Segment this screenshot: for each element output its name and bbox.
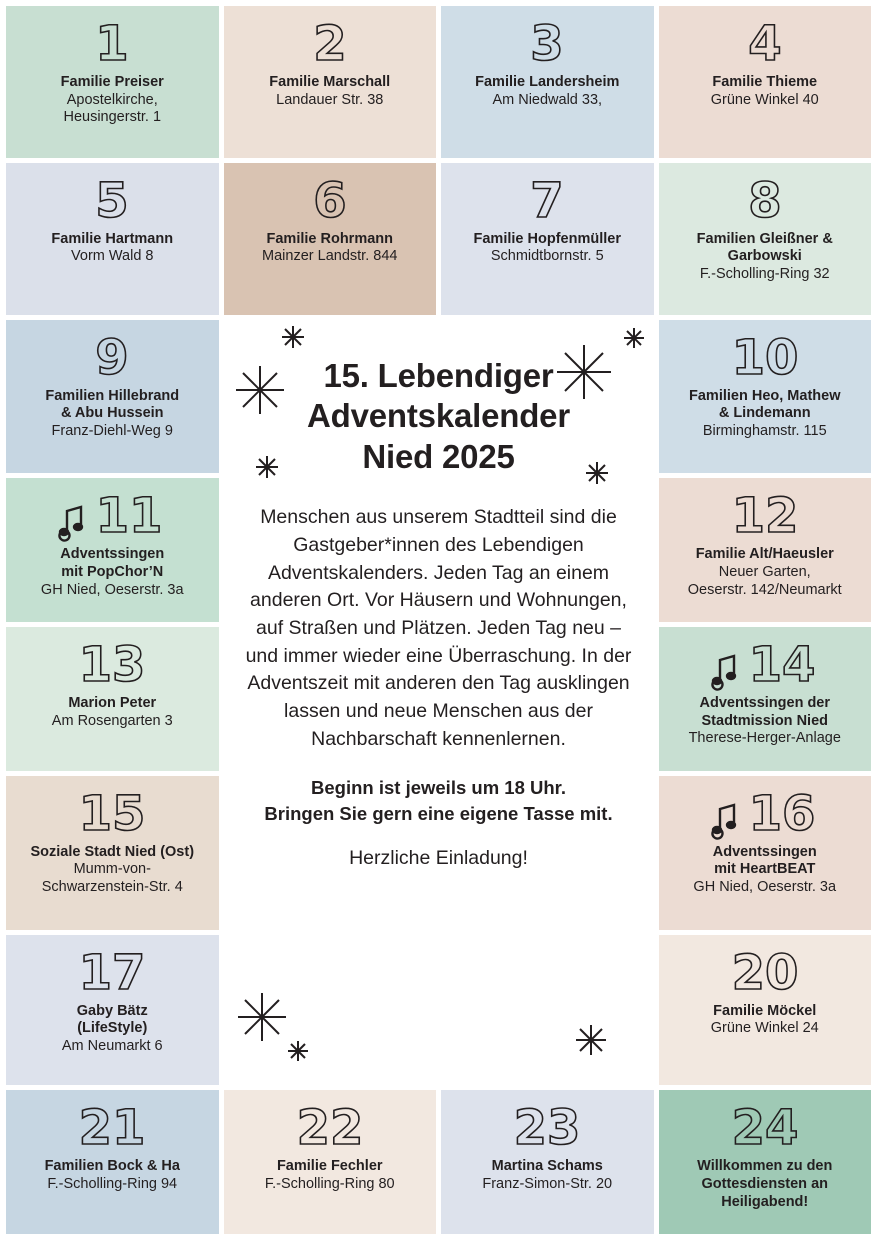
svg-text:23: 23 xyxy=(513,1100,581,1155)
day-number xyxy=(711,784,819,840)
day-address: Franz-Diehl-Weg 9 xyxy=(51,422,173,439)
body-paragraph: Menschen aus unserem Stadtteil sind die Gastgeber*innen des Lebendigen Adventskalenders. Jeden Tag an einem anderen Ort. Vor Häusern und Wohnungen, auf Straßen und Plätzen. Jeden Tag neu – und immer wieder eine Überraschung. In der Adventszeit mit anderen den Tag ausklingen lassen und neue Menschen aus der Nachbarschaft kennenlernen. xyxy=(245,506,632,750)
star-icon xyxy=(280,324,306,350)
svg-text:6: 6 xyxy=(313,172,347,227)
day-number xyxy=(526,171,568,227)
day-host-name: Familie Fechler xyxy=(276,1158,383,1175)
svg-text:4: 4 xyxy=(748,16,782,70)
day-number xyxy=(75,1098,149,1154)
day-host-name: Familie Möckel xyxy=(713,1002,817,1019)
day-number-icon xyxy=(728,943,802,999)
day-host-name: Familien Bock & Ha xyxy=(44,1158,180,1175)
day-number xyxy=(728,328,802,384)
day-number xyxy=(510,1098,584,1154)
day-number-icon xyxy=(91,328,133,384)
day-host-name: Familie Landersheim xyxy=(475,74,620,90)
day-number-icon xyxy=(744,14,786,70)
calendar-day-cell xyxy=(659,320,872,474)
svg-text:24: 24 xyxy=(731,1100,799,1155)
day-number xyxy=(91,14,133,70)
day-number-icon xyxy=(510,1098,584,1154)
day-host-name: Familien Heo, Mathew & Lindemann xyxy=(689,387,841,422)
day-number-icon xyxy=(745,784,819,840)
day-number xyxy=(744,14,786,70)
title-line-1: 15. Lebendiger xyxy=(323,356,554,394)
day-address: Am Niedwald 33, xyxy=(492,91,603,108)
day-number xyxy=(526,14,568,70)
day-number xyxy=(711,635,819,691)
day-number-icon xyxy=(92,486,166,542)
day-number xyxy=(75,943,149,999)
calendar-day-cell xyxy=(6,776,219,930)
day-address: F.-Scholling-Ring 80 xyxy=(264,1175,395,1192)
calendar-day-cell xyxy=(441,6,654,158)
calendar-day-cell xyxy=(224,6,437,158)
day-host-name: Adventssingen mit PopChor’N xyxy=(60,546,165,580)
svg-text:15: 15 xyxy=(78,785,146,840)
svg-text:1: 1 xyxy=(95,16,129,70)
day-number-icon xyxy=(744,171,786,227)
title-line-3: Nied 2025 xyxy=(362,438,515,476)
svg-text:14: 14 xyxy=(748,637,816,691)
day-host-name: Adventssingen der Stadtmission Nied xyxy=(699,695,831,729)
day-host-name: Martina Schams xyxy=(491,1158,603,1175)
music-note-icon xyxy=(58,498,88,542)
svg-text:17: 17 xyxy=(78,944,146,999)
day-address: Birminghamstr. 115 xyxy=(702,422,827,439)
svg-text:20: 20 xyxy=(731,944,799,999)
day-host-name: Marion Peter xyxy=(68,695,157,711)
day-address: GH Nied, Oeserstr. 3a xyxy=(693,879,837,896)
day-address: Am Neumarkt 6 xyxy=(61,1037,163,1054)
day-host-name: Soziale Stadt Nied (Ost) xyxy=(30,843,195,860)
star-icon xyxy=(254,454,280,480)
day-number xyxy=(728,1098,802,1154)
poster-title xyxy=(307,356,570,479)
day-address: Mainzer Landstr. 844 xyxy=(262,248,398,265)
calendar-day-cell xyxy=(6,6,219,158)
calendar-day-cell xyxy=(659,478,872,622)
calendar-day-cell xyxy=(6,627,219,771)
svg-text:22: 22 xyxy=(296,1100,364,1155)
day-number-icon xyxy=(728,1098,802,1154)
calendar-day-cell xyxy=(659,163,872,315)
calendar-day-cell xyxy=(441,163,654,315)
calendar-day-cell xyxy=(6,935,219,1086)
day-number xyxy=(728,486,802,542)
svg-text:9: 9 xyxy=(95,329,129,384)
day-host-name: Familien Gleißner & Garbowski xyxy=(696,230,833,265)
music-note-icon xyxy=(711,796,741,840)
day-number-icon xyxy=(75,784,149,840)
day-number-icon xyxy=(309,14,351,70)
day-host-name: Familien Hillebrand & Abu Hussein xyxy=(45,387,180,422)
star-icon xyxy=(234,989,290,1045)
bring-cup-line: Bringen Sie gern eine eigene Tasse mit. xyxy=(264,803,613,825)
calendar-day-cell xyxy=(659,6,872,158)
star-icon xyxy=(232,362,288,418)
start-time-line: Beginn ist jeweils um 18 Uhr. xyxy=(311,777,566,799)
day-number-icon xyxy=(526,14,568,70)
day-number-icon xyxy=(75,1098,149,1154)
svg-text:8: 8 xyxy=(748,172,782,227)
svg-text:2: 2 xyxy=(313,16,347,70)
day-host-name: Gaby Bätz (LifeStyle) xyxy=(76,1002,148,1037)
calendar-day-cell xyxy=(659,935,872,1086)
svg-text:10: 10 xyxy=(731,329,799,384)
calendar-grid xyxy=(6,6,871,1234)
day-number-icon xyxy=(309,171,351,227)
calendar-day-cell xyxy=(6,1090,219,1234)
day-address: Am Rosengarten 3 xyxy=(51,712,173,729)
calendar-day-cell xyxy=(659,776,872,930)
calendar-day-cell xyxy=(441,1090,654,1234)
star-icon xyxy=(574,1023,608,1057)
day-number xyxy=(293,1098,367,1154)
day-number xyxy=(58,486,166,542)
day-address: GH Nied, Oeserstr. 3a xyxy=(40,581,184,598)
day-number-icon xyxy=(91,171,133,227)
day-address: Vorm Wald 8 xyxy=(71,248,154,265)
calendar-day-cell xyxy=(6,320,219,474)
music-note-icon xyxy=(711,647,741,691)
day-address: Franz-Simon-Str. 20 xyxy=(482,1175,613,1192)
title-line-2: Adventskalender xyxy=(307,397,570,435)
day-host-name: Familie Marschall xyxy=(269,74,391,90)
day-address: Schmidtbornstr. 5 xyxy=(490,248,604,265)
calendar-day-cell xyxy=(659,627,872,771)
day-number xyxy=(309,171,351,227)
day-address: Apostelkirche, Heusingerstr. 1 xyxy=(63,91,162,126)
svg-text:12: 12 xyxy=(731,488,799,543)
day-address: Neuer Garten, Oeserstr. 142/Neumarkt xyxy=(687,563,842,598)
day-number-icon xyxy=(728,328,802,384)
day-number-icon xyxy=(293,1098,367,1154)
day-number-icon xyxy=(75,635,149,691)
day-address: Grüne Winkel 24 xyxy=(710,1020,819,1037)
day-number-icon xyxy=(91,14,133,70)
day-host-name: Familie Rohrmann xyxy=(266,230,393,247)
svg-text:16: 16 xyxy=(748,785,816,840)
invitation-line: Herzliche Einladung! xyxy=(349,847,528,870)
day-number xyxy=(75,784,149,840)
day-address: Landauer Str. 38 xyxy=(276,91,384,108)
calendar-day-cell xyxy=(6,163,219,315)
star-icon xyxy=(286,1039,310,1063)
svg-text:3: 3 xyxy=(530,16,564,70)
calendar-day-cell xyxy=(224,163,437,315)
svg-text:7: 7 xyxy=(530,172,564,227)
svg-text:13: 13 xyxy=(78,637,146,691)
day-number-icon xyxy=(75,943,149,999)
day-number xyxy=(75,635,149,691)
day-number xyxy=(91,171,133,227)
center-info-panel xyxy=(224,320,654,1086)
calendar-day-cell xyxy=(224,1090,437,1234)
day-host-name: Familie Hopfenmüller xyxy=(473,230,621,247)
calendar-day-cell xyxy=(659,1090,872,1234)
day-host-name: Familie Preiser xyxy=(60,74,164,90)
day-number-icon xyxy=(526,171,568,227)
poster-body xyxy=(239,504,639,753)
poster-highlight xyxy=(264,775,612,827)
day-address: Mumm-von- Schwarzenstein-Str. 4 xyxy=(41,861,183,896)
day-number xyxy=(91,328,133,384)
star-icon xyxy=(584,460,610,486)
star-icon xyxy=(622,326,646,350)
day-host-name: Familie Hartmann xyxy=(51,230,174,247)
day-number-icon xyxy=(745,635,819,691)
day-address: F.-Scholling-Ring 32 xyxy=(699,266,830,283)
day-address: Grüne Winkel 40 xyxy=(710,91,819,108)
svg-text:21: 21 xyxy=(78,1100,146,1155)
day-host-name: Adventssingen mit HeartBEAT xyxy=(712,843,817,878)
svg-text:5: 5 xyxy=(95,172,129,227)
day-host-name: Familie Thieme xyxy=(712,74,818,90)
day-number xyxy=(309,14,351,70)
calendar-day-cell xyxy=(6,478,219,622)
day-address: F.-Scholling-Ring 94 xyxy=(47,1175,178,1192)
svg-text:11: 11 xyxy=(95,488,163,543)
day-host-name: Familie Alt/Haeusler xyxy=(695,546,834,563)
day-host-name: Willkommen zu den Gottesdiensten an Heiligabend! xyxy=(697,1158,833,1210)
day-number xyxy=(728,943,802,999)
day-address: Therese-Herger-Anlage xyxy=(688,730,841,747)
day-number-icon xyxy=(728,486,802,542)
day-number xyxy=(744,171,786,227)
